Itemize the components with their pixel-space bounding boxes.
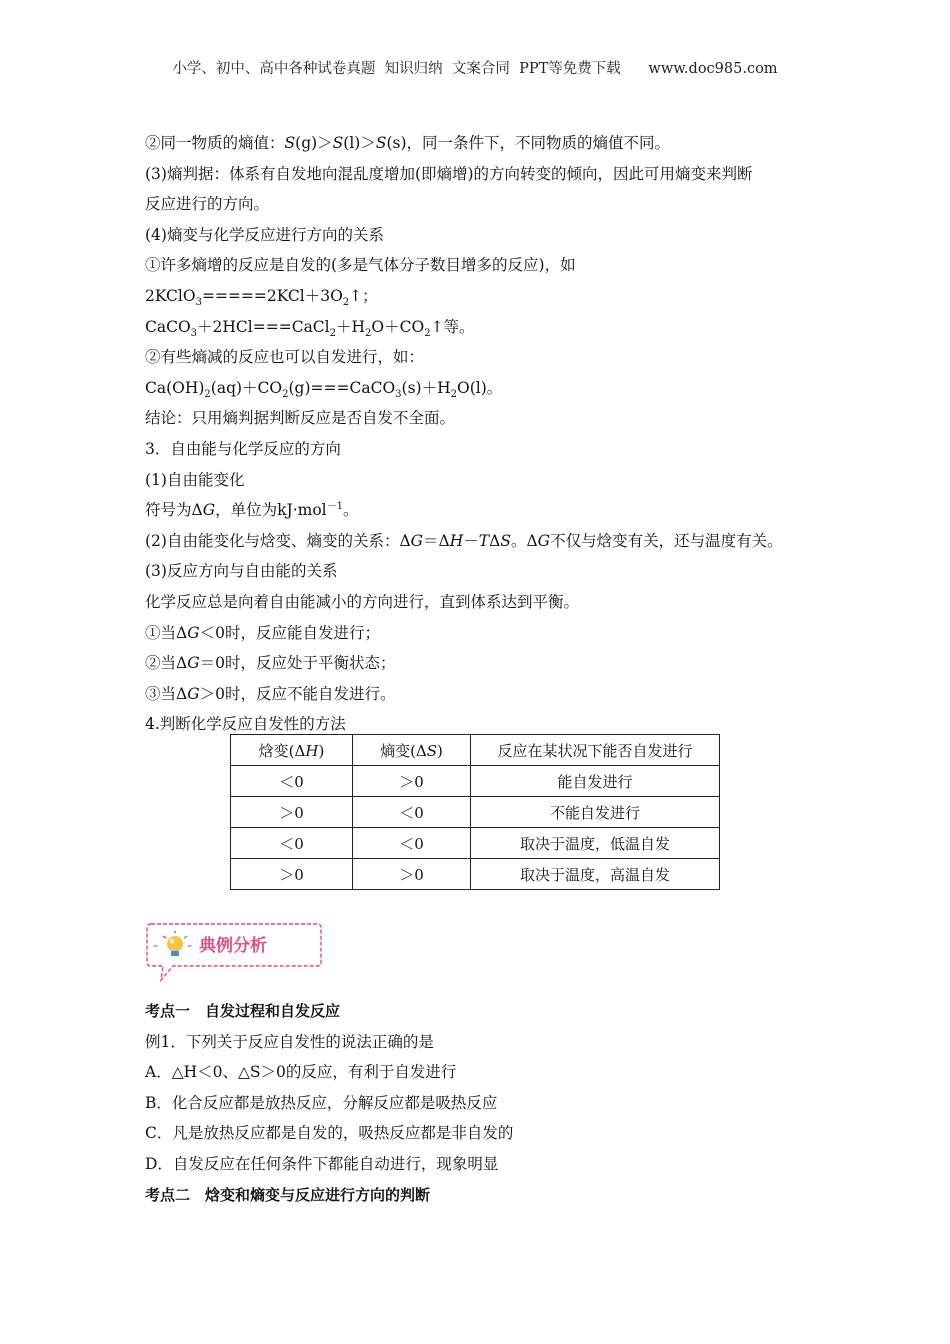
equation-caco3-hcl: $CaCO_3+2HCl===CaCl_2+H_2O+CO_2↑$等。 bbox=[145, 317, 475, 339]
badge-dash-right: - bbox=[187, 938, 193, 954]
line-dg-positive: ③当ΔG＞0时，反应不能自发进行。 bbox=[145, 684, 396, 703]
cell-enthalpy: ＞0 bbox=[231, 797, 353, 828]
line-entropy-order: ②同一物质的熵值：S(g)＞S(l)＞S(s)，同一条件下，不同物质的熵值不同。 bbox=[145, 134, 671, 152]
table-row bbox=[231, 828, 720, 859]
example-question: 例1．下列关于反应自发性的说法正确的是 bbox=[145, 1032, 434, 1051]
equation-kclo3: $2KClO_3=====2KCl+3O_2↑$； bbox=[145, 286, 378, 309]
cell-enthalpy: ＞0 bbox=[231, 859, 353, 890]
cell-enthalpy: ＜0 bbox=[231, 828, 353, 859]
line-heading-3-3: (3)反应方向与自由能的关系 bbox=[145, 562, 338, 581]
cell-enthalpy: ＜0 bbox=[231, 766, 353, 797]
header-enthalpy: 焓变(ΔH) bbox=[231, 735, 353, 766]
option-b: B．化合反应都是放热反应，分解反应都是吸热反应 bbox=[145, 1093, 498, 1112]
line-direction: 化学反应总是向着自由能减小的方向进行，直到体系达到平衡。 bbox=[145, 592, 580, 611]
line-entropy-decrease: ②有些熵减的反应也可以自发进行，如： bbox=[145, 348, 425, 367]
table-row bbox=[231, 859, 720, 890]
cell-result: 取决于温度，低温自发 bbox=[471, 828, 720, 859]
cell-entropy: ＜0 bbox=[353, 797, 471, 828]
option-a: A．△H＜0、△S＞0的反应，有利于自发进行 bbox=[145, 1063, 457, 1082]
cell-result: 不能自发进行 bbox=[471, 797, 720, 828]
line-heading-3: 3．自由能与化学反应的方向 bbox=[145, 439, 341, 458]
line-entropy-criterion: (3)熵判据：体系有自发地向混乱度增加(即熵增)的方向转变的倾向，因此可用熵变来判断 bbox=[145, 164, 753, 183]
cell-entropy: ＞0 bbox=[353, 766, 471, 797]
option-d: D．自发反应在任何条件下都能自动进行，现象明显 bbox=[145, 1154, 499, 1173]
examples-section bbox=[145, 996, 825, 1210]
line-gibbs-relation: (2)自由能变化与焓变、熵变的关系：ΔG＝ΔH－TΔS。ΔG不仅与焓变有关，还与温度有关。 bbox=[145, 531, 783, 550]
line-symbol-unit: 符号为ΔG，单位为kJ·mol$^{-1}$。 bbox=[145, 500, 359, 520]
topic-one-heading: 考点一 自发过程和自发反应 bbox=[145, 1002, 341, 1020]
line-free-energy: (1)自由能变化 bbox=[145, 470, 245, 489]
table-row bbox=[231, 766, 720, 797]
topic-two-heading: 考点二 焓变和熵变与反应进行方向的判断 bbox=[145, 1185, 431, 1204]
header-spontaneity: 反应在某状况下能否自发进行 bbox=[471, 735, 720, 766]
page-header: 小学、初中、高中各种试卷真题 知识归纳 文案合同 PPT等免费下载 www.doc985.com bbox=[172, 61, 778, 77]
table-header-row bbox=[231, 735, 720, 766]
example-analysis-badge bbox=[143, 920, 325, 986]
line-dg-negative: ①当ΔG＜0时，反应能自发进行； bbox=[145, 623, 380, 642]
line-heading-4-method: 4.判断化学反应自发性的方法 bbox=[145, 715, 346, 734]
line-conclusion: 结论：只用熵判据判断反应是否自发不全面。 bbox=[145, 409, 456, 428]
cell-entropy: ＜0 bbox=[353, 828, 471, 859]
table-row bbox=[231, 797, 720, 828]
notes-body bbox=[145, 128, 825, 740]
cell-entropy: ＞0 bbox=[353, 859, 471, 890]
cell-result: 取决于温度，高温自发 bbox=[471, 859, 720, 890]
line-entropy-criterion-cont: 反应进行的方向。 bbox=[145, 195, 270, 214]
header-entropy: 熵变(ΔS) bbox=[353, 735, 471, 766]
line-heading-4: (4)熵变与化学反应进行方向的关系 bbox=[145, 225, 384, 244]
line-dg-zero: ②当ΔG＝0时，反应处于平衡状态； bbox=[145, 654, 396, 673]
cell-result: 能自发进行 bbox=[471, 766, 720, 797]
spontaneity-table bbox=[230, 734, 720, 890]
badge-title: 典例分析 bbox=[199, 936, 267, 956]
equation-caoh2-co2: $Ca(OH)_2(aq)+CO_2(g)===CaCO_3(s)+H_2O(l)$。 bbox=[145, 378, 503, 400]
line-entropy-increase: ①许多熵增的反应是自发的(多是气体分子数目增多的反应)，如 bbox=[145, 256, 576, 275]
option-c: C．凡是放热反应都是自发的，吸热反应都是非自发的 bbox=[145, 1124, 514, 1143]
badge-dash-left: - bbox=[153, 938, 159, 954]
